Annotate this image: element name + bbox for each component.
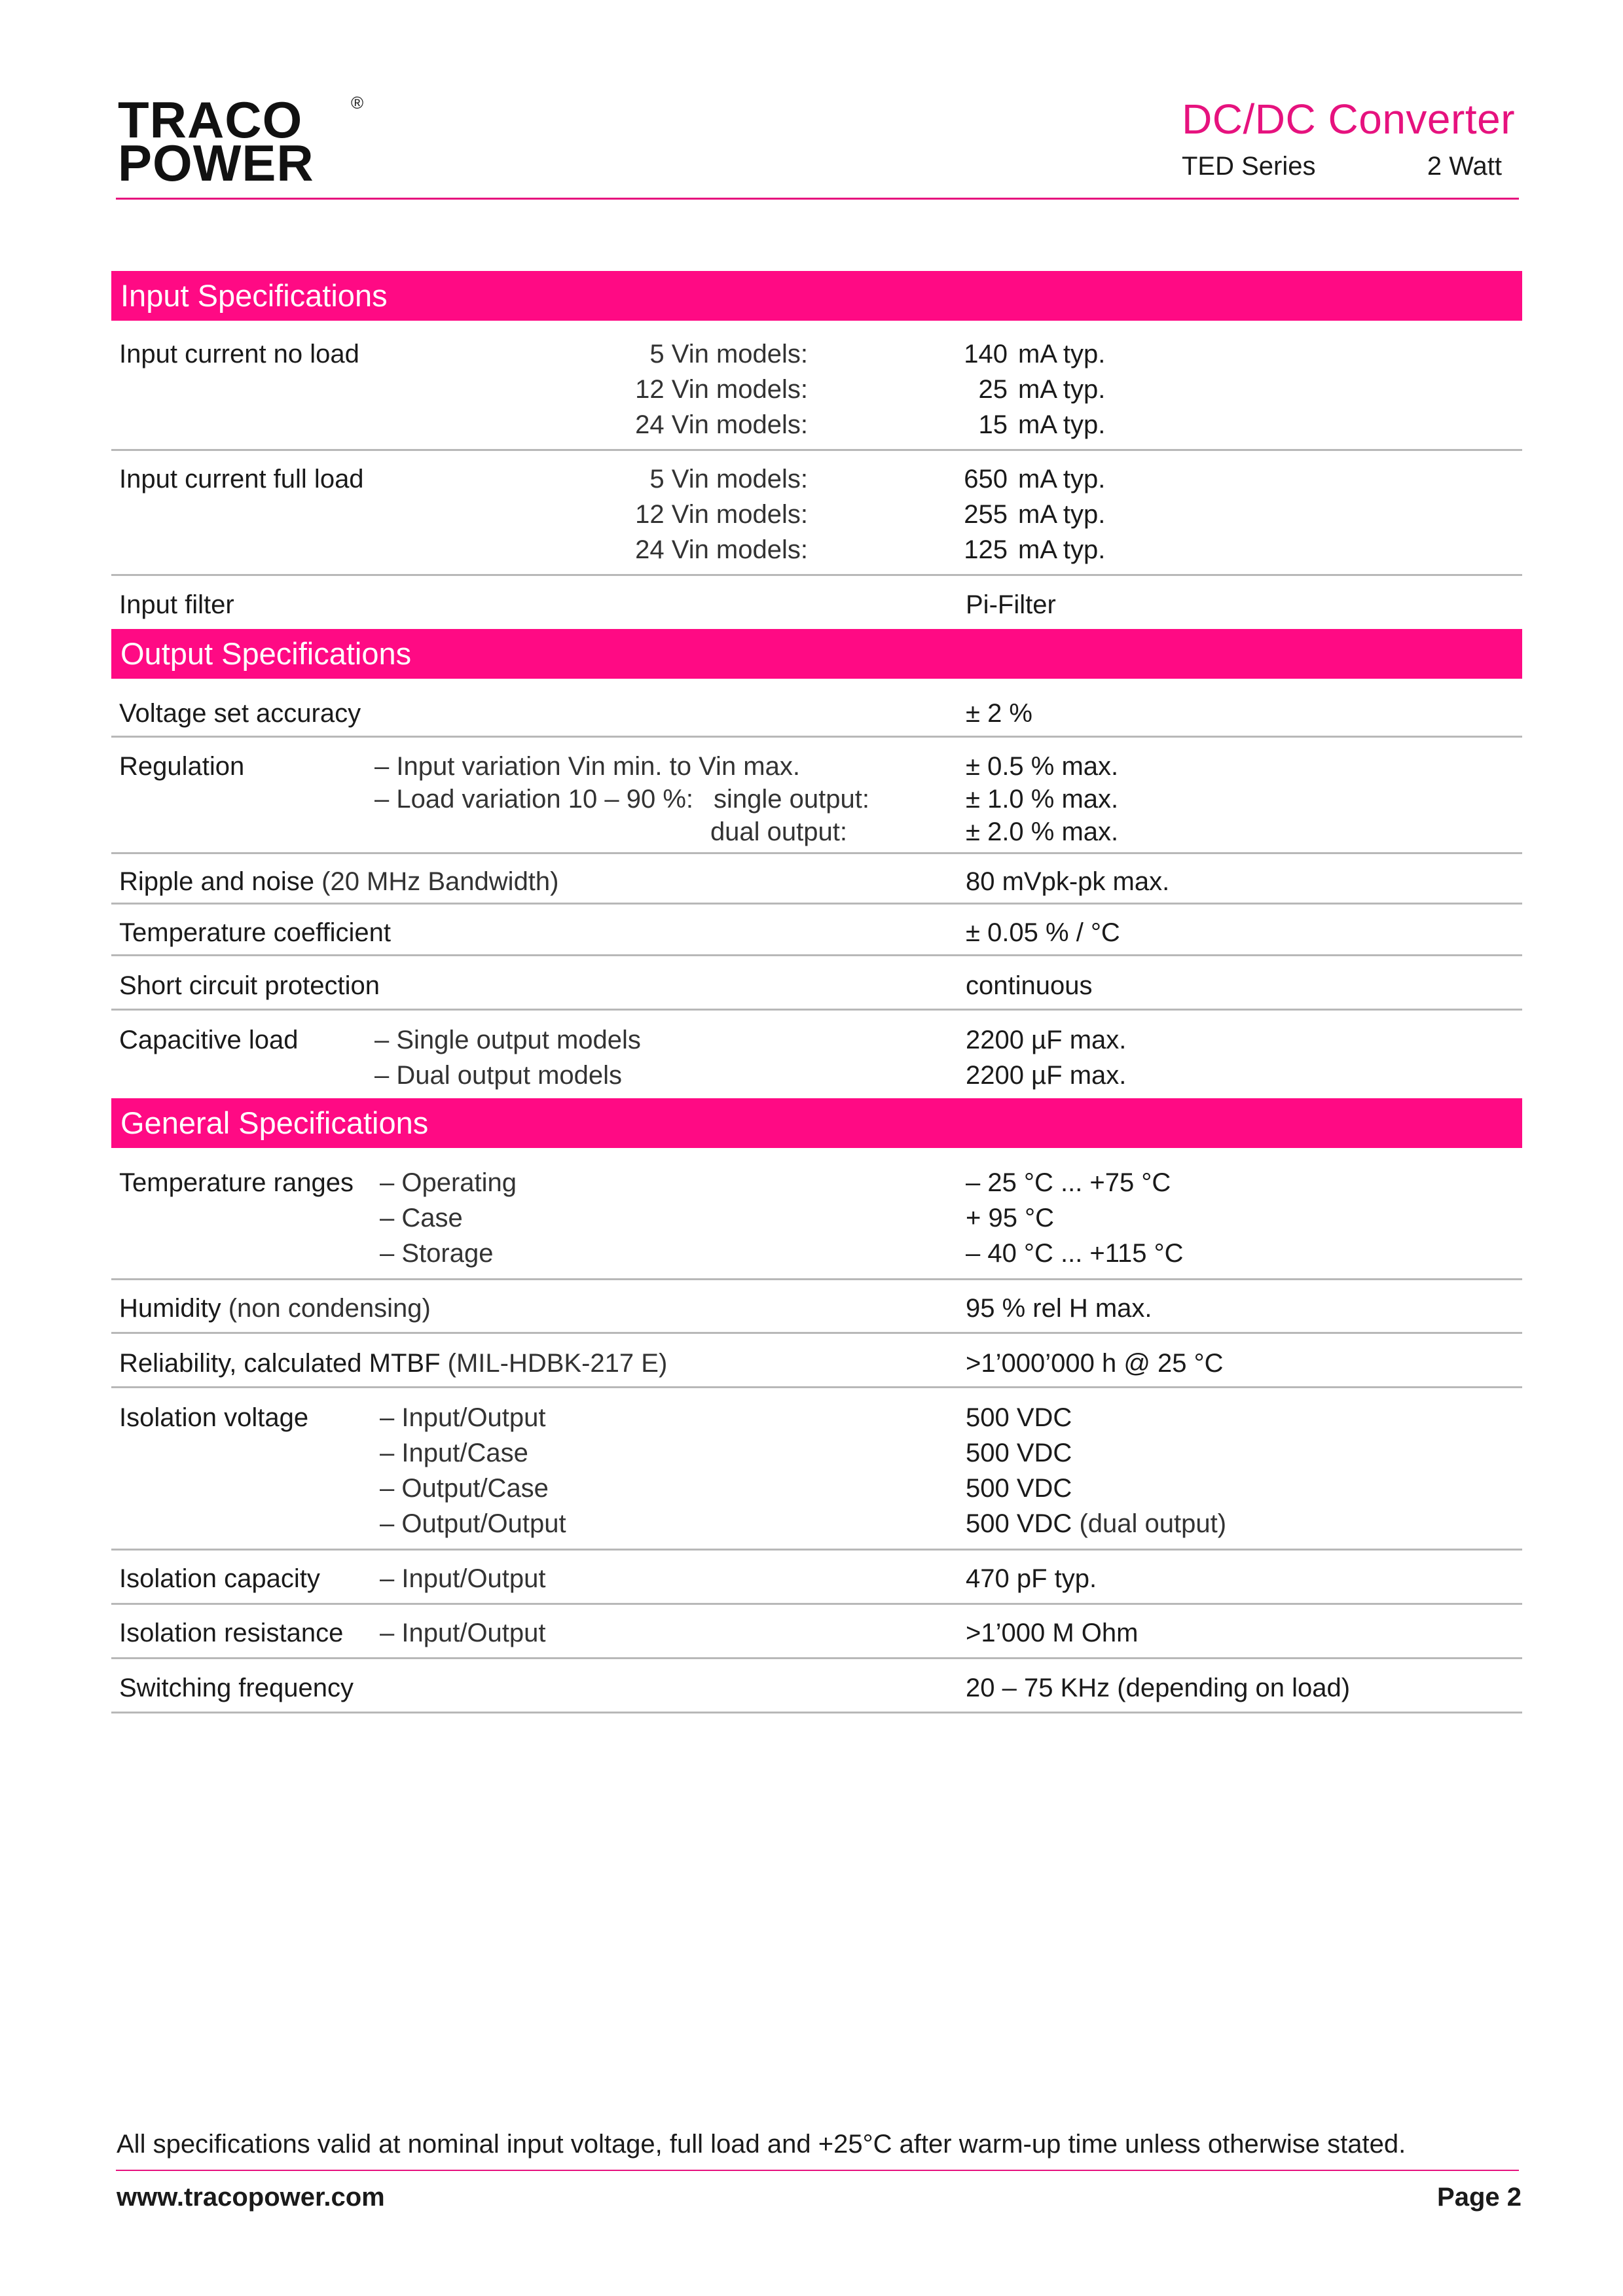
row-divider	[111, 1332, 1522, 1334]
registered-mark: ®	[351, 93, 364, 113]
model-label: 24 Vin models:	[635, 535, 808, 564]
spec-value: ± 0.5 % max.	[966, 752, 1119, 781]
spec-value: >1’000 M Ohm	[966, 1619, 1139, 1647]
condition-text: dual output:	[710, 817, 847, 846]
section-header-output	[111, 629, 1522, 679]
website-link[interactable]: www.tracopower.com	[117, 2183, 385, 2212]
section-title: General Specifications	[120, 1105, 429, 1140]
spec-label-text: Humidity	[119, 1294, 221, 1323]
logo-line-1: TRACO	[118, 91, 303, 149]
spec-label-regulation: Regulation	[119, 752, 245, 781]
spec-value: 140	[964, 340, 1008, 368]
condition-text: – Input/Output	[380, 1403, 546, 1432]
spec-label-isolation-resistance: Isolation resistance	[119, 1619, 344, 1647]
spec-value-note: (dual output)	[1079, 1509, 1227, 1538]
spec-value: 20 – 75 KHz (depending on load)	[966, 1674, 1351, 1702]
spec-unit: mA typ.	[1018, 500, 1106, 529]
spec-unit: mA typ.	[1018, 535, 1106, 564]
section-title: Output Specifications	[120, 636, 412, 671]
spec-label-isolation-voltage: Isolation voltage	[119, 1403, 309, 1432]
spec-value: ± 2 %	[966, 699, 1032, 728]
spec-label-input-filter: Input filter	[119, 590, 234, 619]
spec-value: 470 pF typ.	[966, 1564, 1097, 1593]
condition-text: – Operating	[380, 1168, 517, 1197]
section-header-general	[111, 1098, 1522, 1148]
spec-value: ± 0.05 % / °C	[966, 918, 1120, 947]
spec-label-ripple-noise	[119, 864, 559, 899]
condition-text: – Output/Case	[380, 1474, 549, 1503]
row-divider	[111, 1386, 1522, 1388]
condition-text: – Input variation Vin min. to Vin max.	[374, 752, 800, 781]
spec-value: 25	[978, 375, 1008, 404]
spec-value: – 25 °C ... +75 °C	[966, 1168, 1171, 1197]
condition-text: – Input/Output	[380, 1619, 546, 1647]
condition-text: – Single output models	[374, 1026, 641, 1054]
spec-value: ± 1.0 % max.	[966, 785, 1119, 814]
spec-value: 95 % rel H max.	[966, 1294, 1152, 1323]
spec-value: 2200 µF max.	[966, 1061, 1127, 1090]
section-title: Input Specifications	[120, 278, 388, 313]
spec-value: – 40 °C ... +115 °C	[966, 1239, 1184, 1268]
row-divider	[111, 449, 1522, 451]
spec-label-note: (non condensing)	[228, 1294, 431, 1323]
traco-power-logo	[118, 91, 367, 192]
spec-value: 2200 µF max.	[966, 1026, 1127, 1054]
spec-unit: mA typ.	[1018, 465, 1106, 493]
spec-unit: mA typ.	[1018, 340, 1106, 368]
row-divider	[111, 903, 1522, 905]
condition-text: – Load variation 10 – 90 %:	[374, 785, 694, 814]
spec-label-capacitive-load: Capacitive load	[119, 1026, 299, 1054]
series-name: TED Series	[1182, 152, 1316, 181]
logo-line-2: POWER	[118, 134, 314, 192]
spec-label-input-current-full-load: Input current full load	[119, 465, 364, 493]
row-divider	[111, 1278, 1522, 1280]
spec-label-note: (20 MHz Bandwidth)	[321, 867, 559, 896]
spec-unit: mA typ.	[1018, 410, 1106, 439]
condition-text: – Input/Output	[380, 1564, 546, 1593]
spec-label-temperature-coefficient: Temperature coefficient	[119, 918, 392, 947]
row-divider	[111, 736, 1522, 738]
model-label: 24 Vin models:	[635, 410, 808, 439]
spec-label-humidity	[119, 1291, 431, 1326]
spec-value: 500 VDC	[966, 1439, 1072, 1467]
spec-label-isolation-capacity: Isolation capacity	[119, 1564, 320, 1593]
spec-label-voltage-set-accuracy: Voltage set accuracy	[119, 699, 361, 728]
spec-value: 15	[978, 410, 1008, 439]
row-divider	[111, 852, 1522, 854]
row-divider	[111, 1549, 1522, 1551]
condition-text: single output:	[714, 785, 869, 814]
spec-value: >1’000’000 h @ 25 °C	[966, 1349, 1224, 1378]
spec-value: 500 VDC	[966, 1509, 1072, 1538]
spec-value: 650	[964, 465, 1008, 493]
header-divider	[116, 198, 1519, 200]
condition-text: – Input/Case	[380, 1439, 528, 1467]
spec-label-short-circuit: Short circuit protection	[119, 971, 380, 1000]
model-label: 5 Vin models:	[649, 465, 808, 493]
spec-label-note: (MIL-HDBK-217 E)	[447, 1349, 668, 1378]
section-header-input	[111, 271, 1522, 321]
spec-label-text: Ripple and noise	[119, 867, 314, 896]
spec-value: 80 mVpk-pk max.	[966, 867, 1170, 896]
spec-value: 255	[964, 500, 1008, 529]
model-label: 12 Vin models:	[635, 375, 808, 404]
footer-note: All specifications valid at nominal input voltage, full load and +25°C after warm-up time unless otherwise stated.	[117, 2130, 1406, 2159]
row-divider	[111, 1712, 1522, 1713]
model-label: 5 Vin models:	[649, 340, 808, 368]
spec-label-switching-frequency: Switching frequency	[119, 1674, 354, 1702]
row-divider	[111, 1603, 1522, 1605]
spec-value-with-note	[966, 1506, 1226, 1541]
spec-value: ± 2.0 % max.	[966, 817, 1119, 846]
model-label: 12 Vin models:	[635, 500, 808, 529]
spec-value: 125	[964, 535, 1008, 564]
spec-value: Pi-Filter	[966, 590, 1056, 619]
row-divider	[111, 574, 1522, 576]
condition-text: – Output/Output	[380, 1509, 566, 1538]
row-divider	[111, 1657, 1522, 1659]
row-divider	[111, 954, 1522, 956]
spec-value: 500 VDC	[966, 1474, 1072, 1503]
spec-value: continuous	[966, 971, 1093, 1000]
page-number: Page 2	[1437, 2183, 1522, 2212]
condition-text: – Case	[380, 1204, 463, 1232]
spec-label-input-current-no-load: Input current no load	[119, 340, 359, 368]
spec-label-text: Reliability, calculated MTBF	[119, 1349, 441, 1378]
condition-text: – Dual output models	[374, 1061, 623, 1090]
footer-divider	[116, 2170, 1519, 2171]
row-divider	[111, 1009, 1522, 1011]
spec-label-mtbf	[119, 1346, 667, 1381]
power-rating: 2 Watt	[1427, 152, 1502, 181]
document-title: DC/DC Converter	[1182, 96, 1515, 143]
condition-text: – Storage	[380, 1239, 494, 1268]
spec-value: + 95 °C	[966, 1204, 1054, 1232]
spec-unit: mA typ.	[1018, 375, 1106, 404]
spec-value: 500 VDC	[966, 1403, 1072, 1432]
spec-label-temperature-ranges: Temperature ranges	[119, 1168, 354, 1197]
